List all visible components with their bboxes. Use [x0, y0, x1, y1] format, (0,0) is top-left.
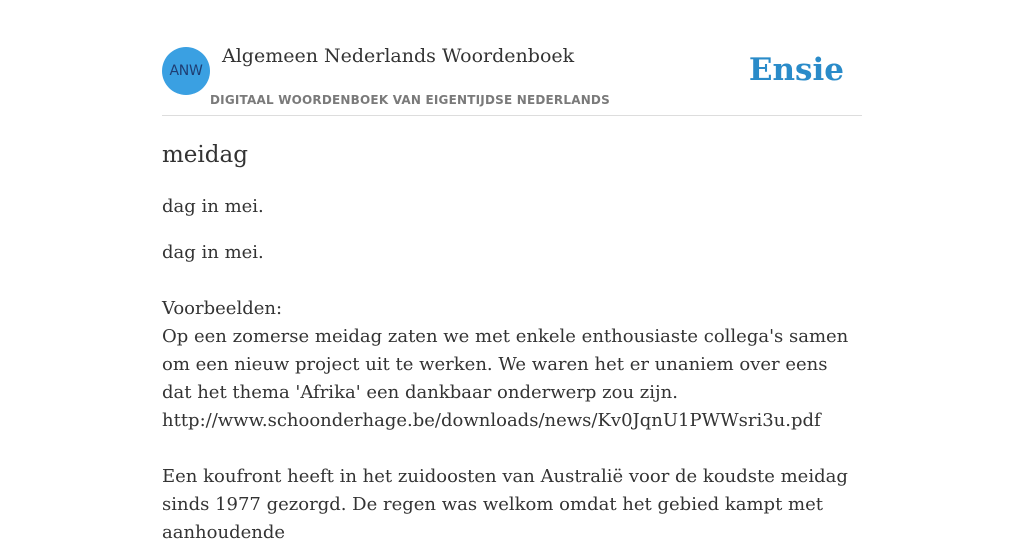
- site-title[interactable]: Algemeen Nederlands Woordenboek: [222, 45, 575, 67]
- site-subtitle: DIGITAAL WOORDENBOEK VAN EIGENTIJDSE NEDERLANDS: [210, 93, 610, 107]
- spacer: [162, 435, 862, 463]
- site-header: [162, 0, 862, 116]
- entry-definition: dag in mei.: [162, 242, 264, 263]
- page-container: [162, 0, 862, 543]
- page-title: meidag: [162, 142, 248, 168]
- entry-summary: dag in mei.: [162, 196, 264, 217]
- anw-logo[interactable]: ANW: [162, 47, 210, 95]
- example-1-text: Op een zomerse meidag zaten we met enkele enthousiaste collega's samen om een nieuw project uit te werken. We waren het er unaniem over eens dat het thema 'Afrika' een dankbaar onderwerp zou zijn.: [162, 326, 849, 403]
- spacer: [162, 267, 862, 295]
- examples-label: Voorbeelden:: [162, 298, 283, 319]
- entry-body: [162, 239, 862, 547]
- example-1-source-link[interactable]: http://www.schoonderhage.be/downloads/news/Kv0JqnU1PWWsri3u.pdf: [162, 410, 821, 431]
- ensie-brand-link[interactable]: Ensie: [748, 52, 844, 88]
- example-2-text: Een koufront heeft in het zuidoosten van Australië voor de koudste meidag sinds 1977 gezorgd. De regen was welkom omdat het gebied kampt met aanhoudende: [162, 466, 848, 543]
